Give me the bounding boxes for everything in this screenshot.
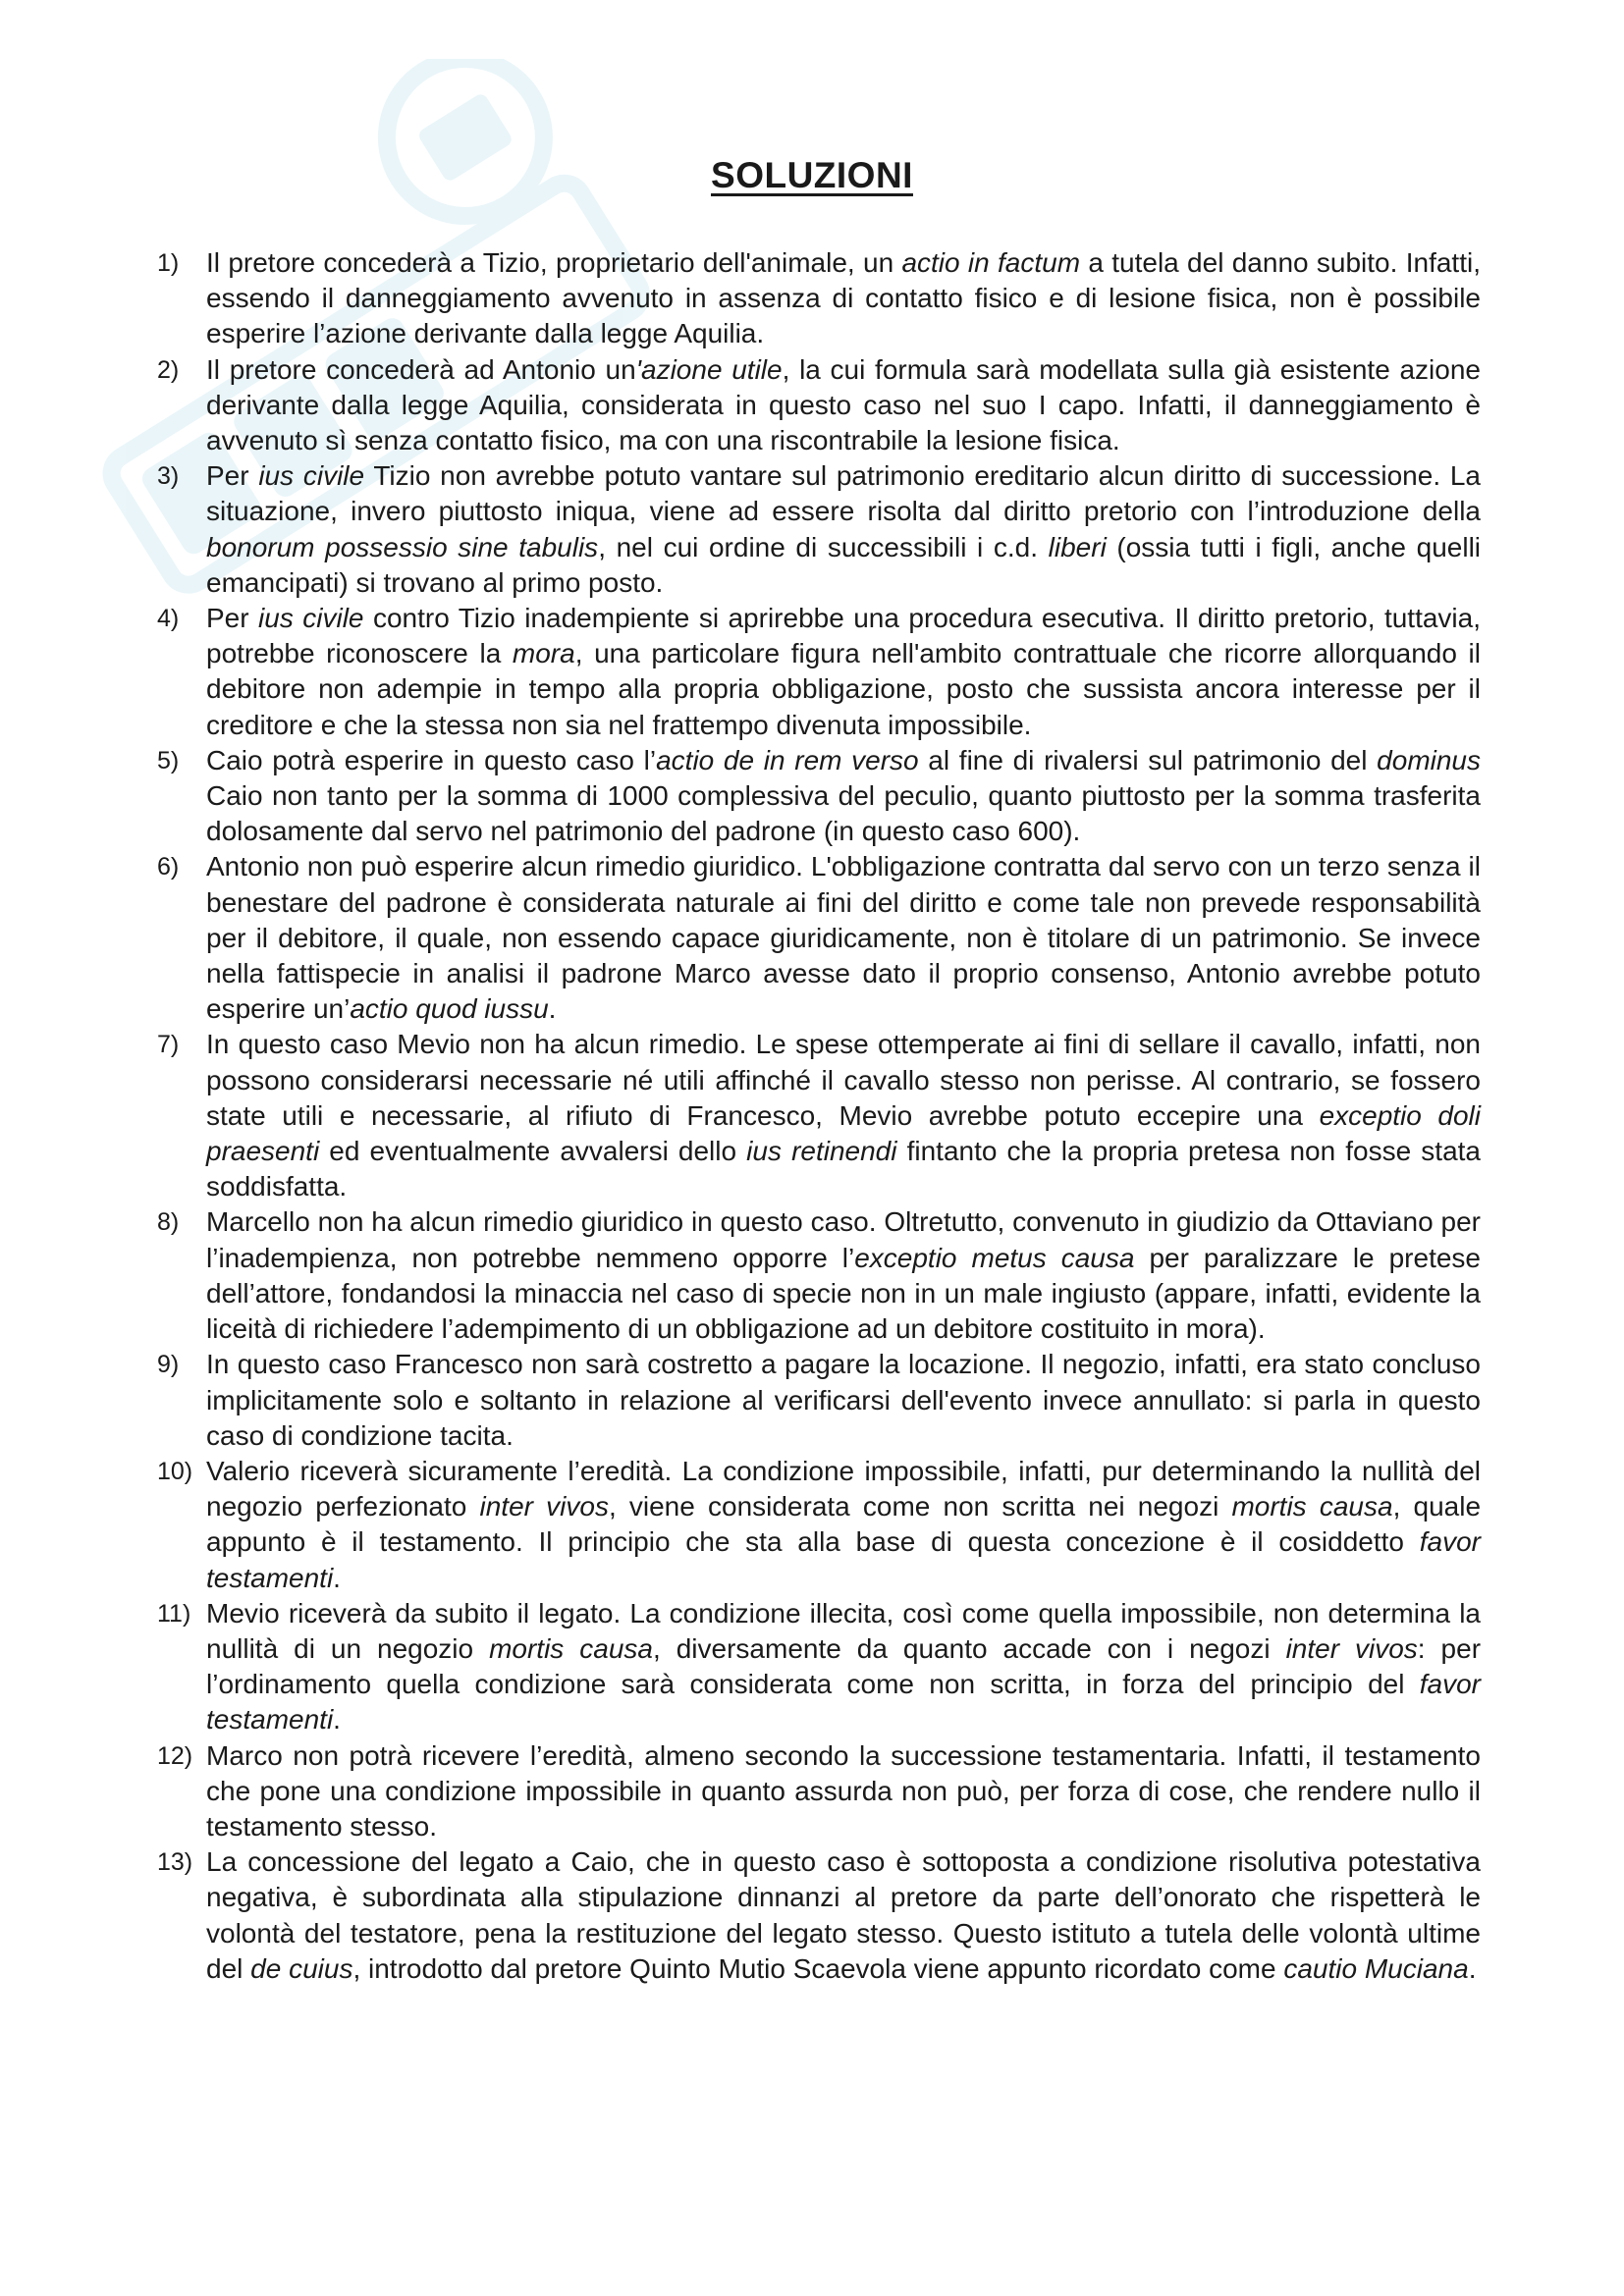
solution-number: 2): [157, 355, 180, 384]
solution-text: Marcello non ha alcun rimedio giuridico in questo caso. Oltretutto, convenuto in giudizio da Ottaviano per l’inadempienza, non potrebbe nemmeno opporre l’: [206, 1206, 1481, 1273]
solution-item: [157, 458, 1481, 601]
solution-text: .: [1468, 1952, 1477, 1984]
solution-text: Il pretore concederà ad Antonio un: [206, 353, 636, 385]
solution-number: 10): [157, 1457, 193, 1485]
solution-item: [157, 601, 1481, 743]
solution-item: [157, 1454, 1481, 1596]
solution-item: [157, 245, 1481, 352]
solution-text: fintanto che la propria pretesa non fosse stata soddisfatta.: [206, 1136, 1481, 1202]
latin-term: mora: [512, 638, 575, 669]
solution-text: In questo caso Mevio non ha alcun rimedio. Le spese ottemperate ai fini di sellare il cavallo, infatti, non possono considerarsi necessarie né utili affinché il cavallo stesso non perisse. Al contrario, se fossero state utili e necessarie, al rifiuto di Francesco, Mevio avrebbe potuto eccepire una: [206, 1029, 1481, 1131]
solution-number: 4): [157, 605, 180, 633]
solution-item: [157, 1596, 1481, 1738]
latin-term: dominus: [1377, 744, 1482, 775]
solution-text: Marco non potrà ricevere l’eredità, almeno secondo la successione testamentaria. Infatti, il testamento che pone una condizione impossibile in quanto assurda non può, per forza di cose, che rendere nullo il testamento stesso.: [206, 1739, 1481, 1842]
page-title: SOLUZIONI: [711, 155, 913, 195]
latin-term: bonorum possessio sine tabulis: [206, 531, 599, 562]
solution-number: 6): [157, 853, 180, 881]
solution-item: [157, 1844, 1481, 1987]
latin-term: ius civile: [258, 603, 364, 634]
latin-term: exceptio metus causa: [854, 1242, 1135, 1273]
latin-term: favor testamenti: [206, 1526, 1481, 1593]
latin-term: ius civile: [258, 460, 365, 492]
latin-term: de cuius: [250, 1952, 353, 1984]
solution-number: 1): [157, 249, 180, 277]
solution-number: 12): [157, 1741, 193, 1770]
solution-text: contro Tizio inadempiente si aprirebbe una procedura esecutiva. Il diritto pretorio, tuttavia, potrebbe riconoscere la: [206, 603, 1482, 669]
latin-term: actio quod iussu: [350, 993, 549, 1025]
latin-term: actio de in rem verso: [656, 744, 919, 775]
solution-number: 8): [157, 1208, 180, 1237]
solution-text: (ossia tutti i figli, anche quelli emancipati) si trovano al primo posto.: [206, 531, 1482, 598]
solution-text: .: [333, 1704, 341, 1735]
solution-number: 9): [157, 1351, 180, 1379]
latin-term: mortis causa: [489, 1632, 653, 1664]
solution-item: [157, 1027, 1481, 1204]
solution-text: al fine di rivalersi sul patrimonio del: [918, 744, 1378, 775]
latin-term: 'azione utile: [635, 353, 783, 385]
solution-item: [157, 1738, 1481, 1845]
solution-item: [157, 1347, 1481, 1454]
solution-number: 7): [157, 1031, 180, 1059]
solution-text: , quale appunto è il testamento. Il principio che sta alla base di questa concezione è il cosiddetto: [206, 1491, 1482, 1558]
solution-text: a tutela del danno subito. Infatti, essendo il danneggiamento avvenuto in assenza di contatto fisico e di lesione fisica, non è possibile esperire l’azione derivante dalla legge Aquilia.: [206, 247, 1481, 349]
solution-item: [157, 1204, 1481, 1347]
solution-item: [157, 352, 1481, 459]
solution-text: , diversamente da quanto accade con i negozi: [652, 1632, 1286, 1664]
solution-text: Tizio non avrebbe potuto vantare sul patrimonio ereditario alcun diritto di successione. La situazione, invero piuttosto iniqua, viene ad essere risolta dal diritto pretorio con l’introduzione della: [206, 460, 1481, 527]
latin-term: ius retinendi: [746, 1136, 897, 1167]
solution-number: 5): [157, 746, 180, 774]
solution-text: Caio potrà esperire in questo caso l’: [206, 744, 657, 775]
solution-text: per paralizzare le pretese dell’attore, fondandosi la minaccia nel caso di specie non in un male ingiusto (appare, infatti, evidente la liceità di richiedere l’adempimento di un obbligazione ad un debitore costituito in mora).: [206, 1242, 1481, 1345]
solution-item: [157, 743, 1481, 850]
solution-text: : per l’ordinamento quella condizione sarà considerata come non scritta, in forza del principio del: [206, 1632, 1482, 1700]
solution-text: Valerio riceverà sicuramente l’eredità. La condizione impossibile, infatti, pur determinando la nullità del negozio perfezionato: [206, 1455, 1481, 1522]
solution-text: In questo caso Francesco non sarà costretto a pagare la locazione. Il negozio, infatti, era stato concluso implicitamente solo e soltanto in relazione al verificarsi dell'evento invece annullato: si parla in questo caso di condizione tacita.: [206, 1349, 1481, 1451]
solution-text: , viene considerata come non scritta nei negozi: [608, 1491, 1232, 1522]
solution-text: , introdotto dal pretore Quinto Mutio Scaevola viene appunto ricordato come: [352, 1952, 1284, 1984]
latin-term: mortis causa: [1231, 1491, 1393, 1522]
latin-term: inter vivos: [1285, 1632, 1418, 1664]
latin-term: liberi: [1048, 531, 1107, 562]
solution-text: La concessione del legato a Caio, che in questo caso è sottoposta a condizione risolutiva potestativa negativa, è subordinata alla stipulazione dinnanzi al pretore da parte dell’onorato che rispetterà le volontà del testatore, pena la restituzione del legato stesso. Questo istituto a tutela delle volontà ultime del: [206, 1846, 1481, 1984]
solution-text: Per: [206, 460, 259, 492]
solution-number: 3): [157, 462, 180, 491]
solution-text: Mevio riceverà da subito il legato. La condizione illecita, così come quella impossibile, non determina la nullità di un negozio: [206, 1597, 1481, 1664]
solution-text: Il pretore concederà a Tizio, proprietario dell'animale, un: [206, 247, 902, 278]
latin-term: cautio Muciana: [1283, 1952, 1469, 1984]
solution-text: Per: [206, 603, 259, 634]
latin-term: actio in factum: [901, 247, 1081, 278]
solution-text: ed eventualmente avvalersi dello: [319, 1136, 747, 1167]
latin-term: inter vivos: [479, 1491, 609, 1522]
solutions-list: [157, 245, 1481, 1987]
solution-text: .: [548, 993, 557, 1025]
solution-text: , nel cui ordine di successibili i c.d.: [598, 531, 1049, 562]
solution-item: [157, 849, 1481, 1027]
solution-text: .: [333, 1562, 341, 1593]
latin-term: favor testamenti: [206, 1669, 1481, 1735]
solution-number: 11): [157, 1599, 191, 1628]
latin-term: exceptio doli praesenti: [206, 1099, 1481, 1167]
solution-text: Caio non tanto per la somma di 1000 complessiva del peculio, quanto piuttosto per la somma trasferita dolosamente dal servo nel patrimonio del padrone (in questo caso 600).: [206, 780, 1481, 847]
solution-text: Antonio non può esperire alcun rimedio giuridico. L'obbligazione contratta dal servo con un terzo senza il benestare del padrone è considerata naturale ai fini del diritto e come tale non prevede responsabilità per il debitore, il quale, non essendo capace giuridicamente, non è titolare di un patrimonio. Se invece nella fattispecie in analisi il padrone Marco avesse dato il proprio consenso, Antonio avrebbe potuto esperire un’: [206, 851, 1481, 1025]
solution-number: 13): [157, 1848, 193, 1877]
solution-text: , la cui formula sarà modellata sulla già esistente azione derivante dalla legge Aquilia, considerata in questo caso nel suo I capo. Infatti, il danneggiamento è avvenuto sì senza contatto fisico, ma con una riscontrabile la lesione fisica.: [206, 353, 1481, 456]
solution-text: , una particolare figura nell'ambito contrattuale che ricorre allorquando il debitore non adempie in tempo alla propria obbligazione, posto che sussista ancora interesse per il creditore e che la stessa non sia nel frattempo divenuta impossibile.: [206, 638, 1481, 740]
